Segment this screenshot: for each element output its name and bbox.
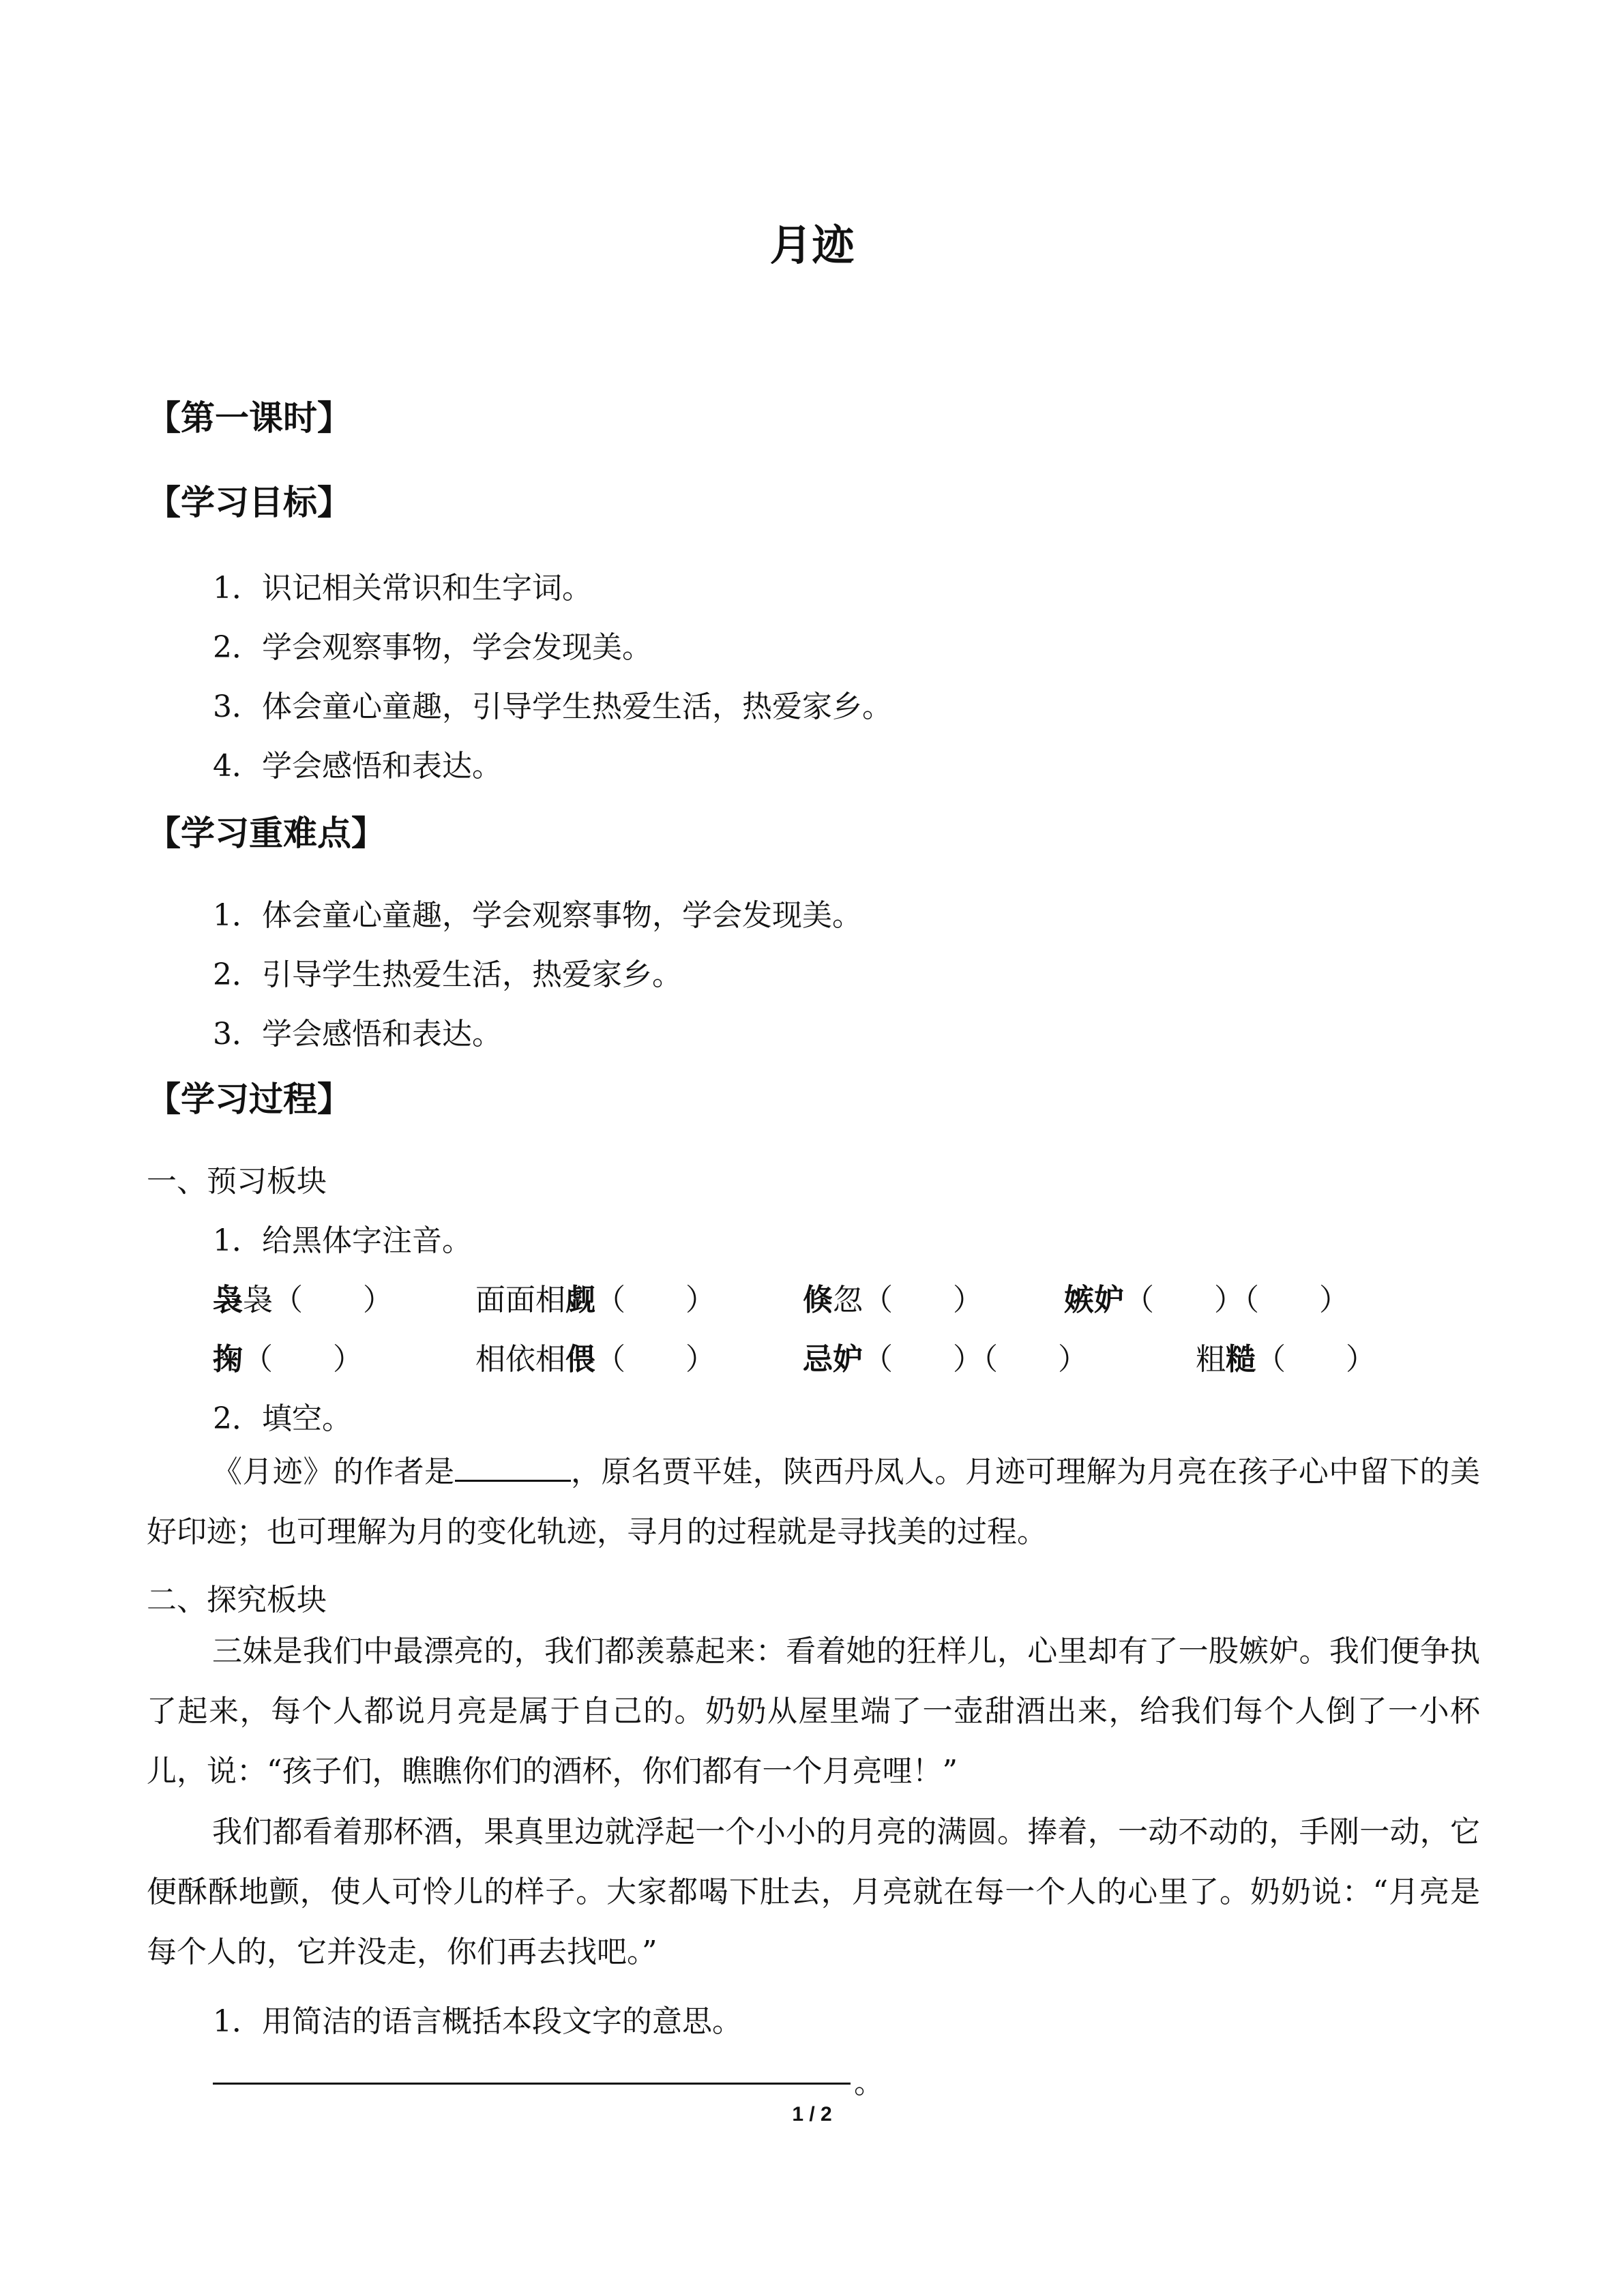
answer-period: 。 <box>854 2066 884 2100</box>
pinyin-cell: 嫉妒（ ）（ ） <box>1064 1283 1349 1317</box>
page-title: 月迹 <box>769 220 855 270</box>
pinyin-cell: 相依相偎（ ） <box>475 1342 715 1377</box>
pinyin-cell: 粗糙（ ） <box>1196 1342 1376 1377</box>
author-blank[interactable] <box>455 1452 571 1482</box>
goal-item: 1．识记相关常识和生字词。 <box>213 571 592 606</box>
explore-heading: 二、探究板块 <box>147 1583 327 1617</box>
key-point-item: 1．体会童心童趣，学会观察事物，学会发现美。 <box>213 898 862 933</box>
section-key-points: 【学习重难点】 <box>147 814 385 853</box>
goal-item: 2．学会观察事物，学会发现美。 <box>213 630 652 665</box>
pinyin-cell: 忌妒（ ）（ ） <box>803 1342 1088 1377</box>
section-goals: 【学习目标】 <box>147 483 351 522</box>
preview-heading: 一、预习板块 <box>147 1164 327 1199</box>
preview-question-1: 1．给黑体字注音。 <box>213 1223 472 1258</box>
explore-paragraph-2: 我们都看着那杯酒，果真里边就浮起一个小小的月亮的满圆。捧着，一动不动的，手刚一动，它便酥酥地颤，使人可怜儿的样子。大家都喝下肚去，月亮就在每一个人的心里了。奶奶说：“月亮是每个人的，它并没走，你们再去找吧。” <box>147 1815 1480 1969</box>
goal-item: 4．学会感悟和表达。 <box>213 749 502 784</box>
fill-blank-paragraph: 《月迹》的作者是 ，原名贾平娃，陕西丹凤人。月迹可理解为月亮在孩子心中留下的美好印迹；也可理解为月的变化轨迹，寻月的过程就是寻找美的过程。 <box>147 1442 1480 1562</box>
key-point-item: 3．学会感悟和表达。 <box>213 1017 502 1052</box>
explore-paragraph-1: 三妹是我们中最漂亮的，我们都羡慕起来：看着她的狂样儿，心里却有了一股嫉妒。我们便争执了起来，每个人都说月亮是属于自己的。奶奶从屋里端了一壶甜酒出来，给我们每个人倒了一小杯儿，说：“孩子们，瞧瞧你们的酒杯，你们都有一个月亮哩！” <box>147 1634 1480 1789</box>
key-point-item: 2．引导学生热爱生活，热爱家乡。 <box>213 957 682 992</box>
section-process: 【学习过程】 <box>147 1079 351 1119</box>
pinyin-cell: 面面相觑（ ） <box>475 1283 715 1317</box>
pinyin-cell: 倏忽（ ） <box>803 1283 983 1317</box>
explore-question-1: 1．用简洁的语言概括本段文字的意思。 <box>213 2004 742 2039</box>
preview-question-2: 2．填空。 <box>213 1401 352 1436</box>
answer-line[interactable] <box>213 2081 851 2085</box>
page-number: 1 / 2 <box>792 2103 832 2126</box>
pinyin-cell: 袅袅（ ） <box>213 1283 393 1317</box>
pinyin-cell: 掬（ ） <box>213 1342 363 1377</box>
goal-item: 3．体会童心童趣，引导学生热爱生活，热爱家乡。 <box>213 689 892 724</box>
section-lesson: 【第一课时】 <box>147 398 351 438</box>
